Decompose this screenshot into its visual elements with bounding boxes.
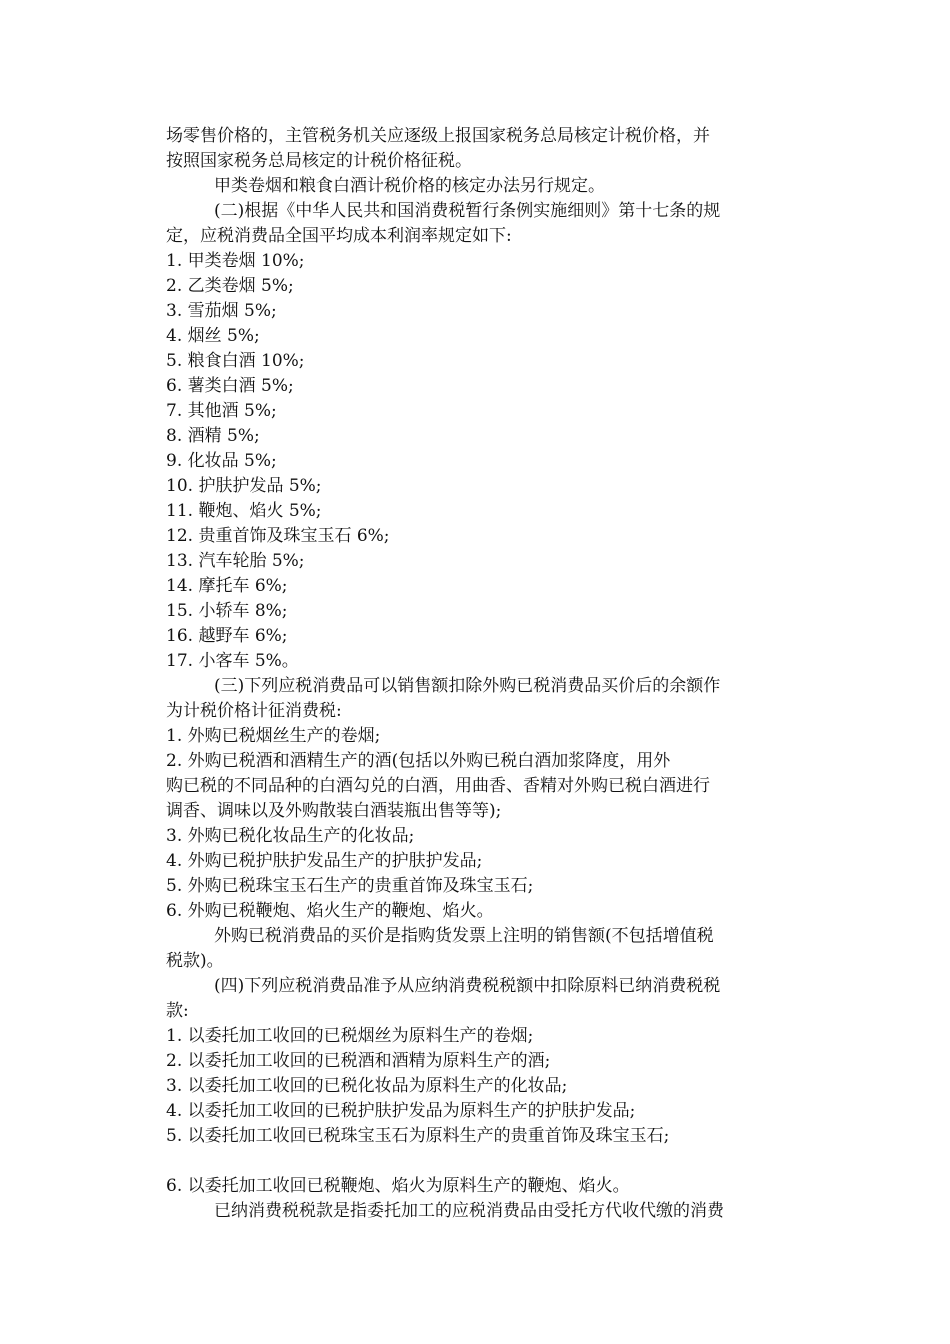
rate-item: 11. 鞭炮、焰火 5%; xyxy=(166,501,322,521)
text-line: 定，应税消费品全国平均成本利润率规定如下: xyxy=(166,226,512,246)
rate-item: 15. 小轿车 8%; xyxy=(166,601,288,621)
paragraph-er-heading: (二)根据《中华人民共和国消费税暂行条例实施细则》第十七条的规 xyxy=(214,201,721,221)
rate-item: 17. 小客车 5%。 xyxy=(166,651,299,671)
deduction-item: 4. 以委托加工收回的已税护肤护发品为原料生产的护肤护发品; xyxy=(166,1101,636,1121)
rate-item: 16. 越野车 6%; xyxy=(166,626,288,646)
rate-item: 3. 雪茄烟 5%; xyxy=(166,301,277,321)
text-line: 购已税的不同品种的白酒勾兑的白酒，用曲香、香精对外购已税白酒进行 xyxy=(166,776,710,796)
rate-item: 10. 护肤护发品 5%; xyxy=(166,476,322,496)
rate-item: 6. 薯类白酒 5%; xyxy=(166,376,294,396)
text-line: 调香、调味以及外购散装白酒装瓶出售等等); xyxy=(166,801,502,821)
purchase-item: 2. 外购已税酒和酒精生产的酒(包括以外购已税白酒加浆降度，用外 xyxy=(166,751,671,771)
rate-item: 2. 乙类卷烟 5%; xyxy=(166,276,294,296)
paragraph-san-heading: (三)下列应税消费品可以销售额扣除外购已税消费品买价后的余额作 xyxy=(214,676,721,696)
rate-item: 12. 贵重首饰及珠宝玉石 6%; xyxy=(166,526,390,546)
text-line: 按照国家税务总局核定的计税价格征税。 xyxy=(166,151,472,171)
blank-line xyxy=(166,1149,788,1174)
rate-item: 8. 酒精 5%; xyxy=(166,426,260,446)
paragraph-si-heading: (四)下列应税消费品准予从应纳消费税税额中扣除原料已纳消费税税 xyxy=(214,976,721,996)
deduction-item: 2. 以委托加工收回的已税酒和酒精为原料生产的酒; xyxy=(166,1051,551,1071)
rate-item: 14. 摩托车 6%; xyxy=(166,576,288,596)
deduction-item: 6. 以委托加工收回已税鞭炮、焰火为原料生产的鞭炮、焰火。 xyxy=(166,1176,630,1196)
purchase-item: 4. 外购已税护肤护发品生产的护肤护发品; xyxy=(166,851,483,871)
paragraph-jialei: 甲类卷烟和粮食白酒计税价格的核定办法另行规定。 xyxy=(214,176,605,196)
rate-item: 9. 化妆品 5%; xyxy=(166,451,277,471)
purchase-item: 1. 外购已税烟丝生产的卷烟; xyxy=(166,726,381,746)
text-line: 为计税价格计征消费税: xyxy=(166,701,342,721)
rate-item: 13. 汽车轮胎 5%; xyxy=(166,551,305,571)
rate-item: 5. 粮食白酒 10%; xyxy=(166,351,305,371)
deduction-item: 5. 以委托加工收回已税珠宝玉石为原料生产的贵重首饰及珠宝玉石; xyxy=(166,1126,670,1146)
document-body xyxy=(166,124,788,1224)
purchase-item: 5. 外购已税珠宝玉石生产的贵重首饰及珠宝玉石; xyxy=(166,876,534,896)
text-line: 税款)。 xyxy=(166,951,224,971)
deduction-item: 3. 以委托加工收回的已税化妆品为原料生产的化妆品; xyxy=(166,1076,568,1096)
text-line: 场零售价格的，主管税务机关应逐级上报国家税务总局核定计税价格，并 xyxy=(166,126,710,146)
rate-item: 7. 其他酒 5%; xyxy=(166,401,277,421)
paragraph-waigou: 外购已税消费品的买价是指购货发票上注明的销售额(不包括增值税 xyxy=(214,926,714,946)
purchase-item: 6. 外购已税鞭炮、焰火生产的鞭炮、焰火。 xyxy=(166,901,494,921)
text-line: 款: xyxy=(166,1001,189,1021)
rate-item: 1. 甲类卷烟 10%; xyxy=(166,251,305,271)
rate-item: 4. 烟丝 5%; xyxy=(166,326,260,346)
deduction-item: 1. 以委托加工收回的已税烟丝为原料生产的卷烟; xyxy=(166,1026,534,1046)
purchase-item: 3. 外购已税化妆品生产的化妆品; xyxy=(166,826,415,846)
paragraph-yina: 已纳消费税税款是指委托加工的应税消费品由受托方代收代缴的消费 xyxy=(214,1201,724,1221)
